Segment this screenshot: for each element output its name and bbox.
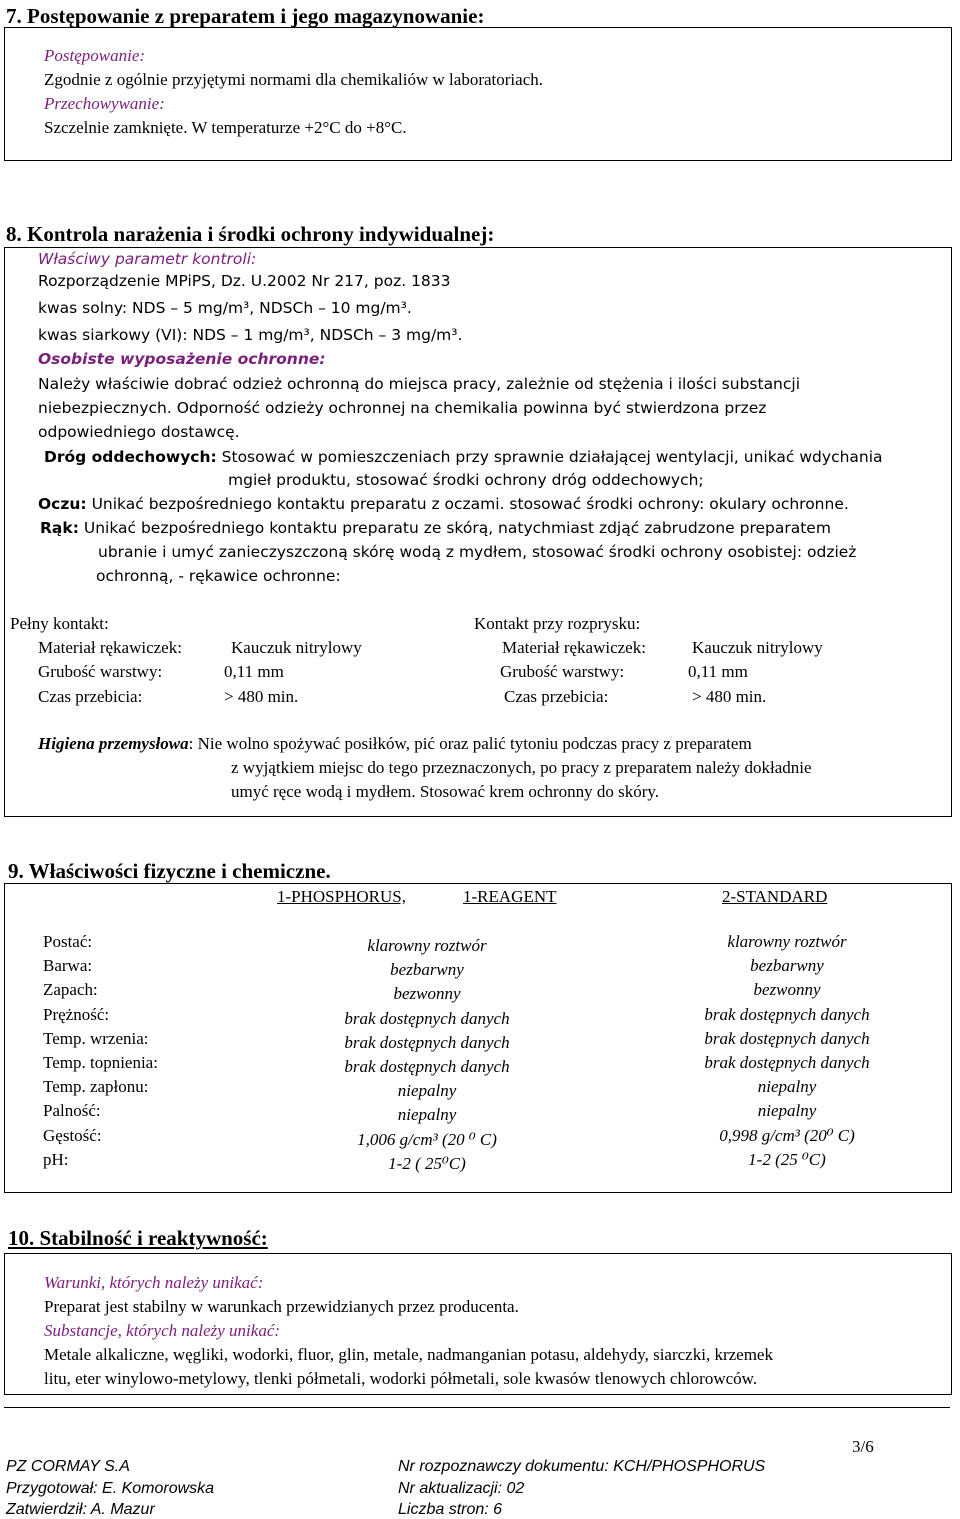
przechowywanie-label: Przechowywanie: (44, 94, 165, 113)
label-temp-zaplonu: Temp. zapłonu: (43, 1077, 149, 1097)
col2-temp-wrzenia: brak dostępnych danych (704, 1028, 870, 1048)
col1-temp-wrzenia: brak dostępnych danych (344, 1032, 510, 1052)
label-gestosc: Gęstość: (43, 1125, 102, 1145)
footer-approved: Zatwierdził: A. Mazur (6, 1501, 155, 1518)
footer-docnum: Nr rozpoznawczy dokumentu: KCH/PHOSPHORUS (398, 1458, 766, 1475)
col1-header-a: 1-PHOSPHORUS, (277, 887, 406, 906)
col1-gestosc: 1,006 g/cm³ (20 ⁰ C) (357, 1129, 497, 1149)
param-line-3: kwas siarkowy (VI): NDS – 1 mg/m³, NDSCh – 3 mg/m³. (38, 326, 463, 344)
page-number: 3/6 (852, 1437, 874, 1456)
osobiste-line-2: niebezpiecznych. Odporność odzieży ochronnej na chemikalia powinna być stwierdzona przez (38, 399, 767, 417)
rak-text-3: ochronną, - rękawice ochronne: (96, 567, 341, 585)
col2-palnosc: niepalny (757, 1101, 817, 1121)
rozprysk-material-value: Kauczuk nitrylowy (692, 638, 823, 657)
rak-text-2: ubranie i umyć zanieczyszczoną skórę wodą z mydłem, stosować środki ochrony osobistej: odzież (98, 543, 857, 561)
col2-temp-zaplonu: niepalny (757, 1077, 817, 1097)
substancje-text-2: litu, eter winylowo-metylowy, tlenki półmetali, wodorki półmetali, sole kwasów tlenowych chlorowców. (44, 1369, 758, 1388)
col1-barwa: bezbarwny (390, 960, 464, 980)
warunki-label: Warunki, których należy unikać: (44, 1273, 264, 1292)
col1-postac: klarowny roztwór (367, 936, 487, 955)
col1-values (300, 934, 554, 1176)
param-line-1: Rozporządzenie MPiPS, Dz. U.2002 Nr 217, poz. 1833 (38, 272, 451, 290)
footer-company: PZ CORMAY S.A (6, 1458, 130, 1475)
label-palnosc: Palność: (43, 1101, 101, 1121)
property-labels (43, 930, 158, 1172)
footer-prepared: Przygotował: E. Komorowska (6, 1480, 215, 1497)
pelny-title: Pełny kontakt: (10, 614, 109, 633)
col2-preznosc: brak dostępnych danych (704, 1004, 870, 1024)
col2-temp-topnienia: brak dostępnych danych (704, 1053, 870, 1073)
footer-pages: Liczba stron: 6 (398, 1501, 503, 1518)
warunki-text: Preparat jest stabilny w warunkach przewidzianych przez producenta. (44, 1297, 519, 1316)
col2-gestosc: 0,998 g/cm³ (20⁰ C) (719, 1125, 855, 1145)
label-temp-topnienia: Temp. topnienia: (43, 1053, 158, 1073)
drog-line-1 (44, 449, 883, 467)
col1-header-b: 1-REAGENT (463, 887, 557, 906)
rozprysk-czas-label: Czas przebicia: (504, 687, 609, 706)
pelny-material-label: Materiał rękawiczek: (38, 638, 182, 657)
col2-barwa: bezbarwny (750, 956, 824, 976)
osobiste-line-1: Należy właściwie dobrać odzież ochronną do miejsca pracy, zależnie od stężenia i ilości substancji (38, 375, 801, 393)
rozprysk-grubosc-label: Grubość warstwy: (500, 662, 625, 681)
pelny-czas-value: > 480 min. (224, 687, 299, 706)
label-barwa: Barwa: (43, 956, 93, 976)
osobiste-line-3: odpowiedniego dostawcę. (38, 423, 240, 441)
param-label: Właściwy parametr kontroli: (38, 250, 257, 268)
pelny-czas-label: Czas przebicia: (38, 687, 143, 706)
section-8-heading: 8. Kontrola narażenia i środki ochrony indywidualnej: (6, 222, 495, 246)
rozprysk-material-label: Materiał rękawiczek: (502, 638, 646, 657)
col2-zapach: bezwonny (753, 980, 821, 1000)
rak-text-1: Unikać bezpośredniego kontaktu preparatu ze skórą, natychmiast zdjąć zabrudzone preparatem (83, 519, 831, 537)
label-ph: pH: (43, 1149, 69, 1169)
postepowanie-text: Zgodnie z ogólnie przyjętymi normami dla chemikaliów w laboratoriach. (44, 70, 543, 89)
higiena-text-3: umyć ręce wodą i mydłem. Stosować krem ochronny do skóry. (231, 782, 660, 801)
section-10-heading: 10. Stabilność i reaktywność: (8, 1226, 268, 1250)
higiena-text-2: z wyjątkiem miejsc do tego przeznaczonych, po pracy z preparatem należy dokładnie (231, 758, 812, 777)
section-9-heading: 9. Właściwości fizyczne i chemiczne. (8, 859, 331, 883)
oczu-label: Oczu: (38, 495, 87, 513)
col2-values (660, 930, 914, 1172)
label-zapach: Zapach: (43, 980, 98, 1000)
substancje-text-1: Metale alkaliczne, węgliki, wodorki, fluor, glin, metale, nadmanganian potasu, aldehydy, siarczki, krzemek (44, 1345, 773, 1364)
pelny-grubosc-value: 0,11 mm (224, 662, 284, 681)
rozprysk-grubosc-value: 0,11 mm (688, 662, 748, 681)
col1-temp-zaplonu: niepalny (397, 1081, 457, 1101)
pelny-material-value: Kauczuk nitrylowy (231, 638, 362, 657)
col1-temp-topnienia: brak dostępnych danych (344, 1057, 510, 1077)
drog-text-1: Stosować w pomieszczeniach przy sprawnie działającej wentylacji, unikać wdychania (221, 448, 883, 466)
pelny-grubosc-label: Grubość warstwy: (38, 662, 163, 681)
higiena-label: Higiena przemysłowa (38, 734, 189, 753)
higiena-text-1: : Nie wolno spożywać posiłków, pić oraz palić tytoniu podczas pracy z preparatem (188, 734, 752, 753)
rozprysk-czas-value: > 480 min. (692, 687, 767, 706)
postepowanie-label: Postępowanie: (44, 46, 146, 65)
higiena-line-1 (38, 734, 752, 754)
label-temp-wrzenia: Temp. wrzenia: (43, 1028, 149, 1048)
osobiste-label: Osobiste wyposażenie ochronne: (38, 350, 326, 368)
drog-label: Dróg oddechowych: (44, 448, 217, 466)
footer-divider (4, 1407, 950, 1408)
przechowywanie-text: Szczelnie zamknięte. W temperaturze +2°C do +8°C. (44, 118, 407, 137)
label-postac: Postać: (43, 932, 93, 951)
section-7-heading: 7. Postępowanie z preparatem i jego magazynowanie: (6, 4, 485, 28)
col1-preznosc: brak dostępnych danych (344, 1008, 510, 1028)
param-line-2: kwas solny: NDS – 5 mg/m³, NDSCh – 10 mg/m³. (38, 299, 412, 317)
rak-line-1 (40, 520, 831, 538)
col2-header: 2-STANDARD (722, 887, 828, 906)
oczu-line (38, 496, 849, 514)
col1-ph: 1-2 ( 25⁰C) (388, 1153, 466, 1173)
drog-text-2: mgieł produktu, stosować środki ochrony dróg oddechowych; (228, 471, 704, 489)
oczu-text: Unikać bezpośredniego kontaktu preparatu z oczami. stosować środki ochrony: okulary ochronne. (91, 495, 849, 513)
col2-ph: 1-2 (25 ⁰C) (748, 1149, 826, 1169)
substancje-label: Substancje, których należy unikać: (44, 1321, 281, 1340)
col1-palnosc: niepalny (397, 1105, 457, 1125)
rozprysk-title: Kontakt przy rozprysku: (474, 614, 641, 633)
footer-update: Nr aktualizacji: 02 (398, 1480, 525, 1497)
col2-postac: klarowny roztwór (727, 932, 847, 951)
rak-label: Rąk: (40, 519, 79, 537)
col1-zapach: bezwonny (393, 984, 461, 1004)
label-preznosc: Prężność: (43, 1004, 110, 1024)
